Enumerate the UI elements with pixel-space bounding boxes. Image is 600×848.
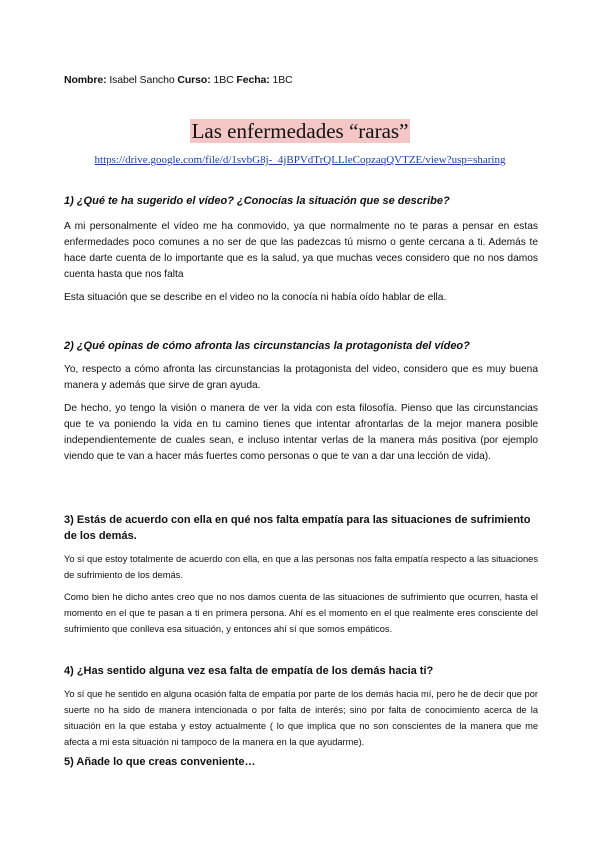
- nombre-label: Nombre:: [64, 74, 107, 86]
- question-1: 1) ¿Qué te ha sugerido el vídeo? ¿Conocías la situación que se describe?: [64, 195, 450, 207]
- answer-1-paragraph-2: Esta situación que se describe en el video no la conocía ni había oído hablar de ella.: [64, 292, 447, 303]
- document-title: Las enfermedades “raras”: [191, 119, 409, 143]
- answer-2-paragraph-1: Yo, respecto a cómo afronta las circunstancias la protagonista del video, considero que es muy buena manera y además que sirve de gran ayuda.: [64, 364, 538, 391]
- answer-1-paragraph-1: A mi personalmente el vídeo me ha conmovido, ya que normalmente no te paras a pensar en estas enfermedades poco comunes a no ser de que las padezcas tú mismo o gente cercana a ti. Además te hace darte cuenta de lo importante que es la salud, ya que muchas veces considero que no nos damos cuenta hasta que nos falta: [64, 221, 538, 280]
- nombre-value: Isabel Sancho: [109, 74, 175, 86]
- question-5: 5) Añade lo que creas conveniente…: [64, 756, 256, 768]
- video-link[interactable]: https://drive.google.com/file/d/1svbG8j-_4jBPVdTrQLLleCopzaqQVTZE/view?usp=sharing: [94, 154, 506, 166]
- curso-value: 1BC: [213, 74, 234, 86]
- question-3: 3) Estás de acuerdo con ella en qué nos falta empatía para las situaciones de sufrimiento de los demás.: [64, 514, 531, 542]
- student-info-line: [64, 74, 293, 86]
- fecha-value: 1BC: [272, 74, 293, 86]
- question-4: 4) ¿Has sentido alguna vez esa falta de empatía de los demás hacia ti?: [64, 665, 434, 677]
- answer-2-paragraph-2: De hecho, yo tengo la visión o manera de ver la vida con esta filosofía. Pienso que las circunstancias que te va poniendo la vida en tu camino tienes que intentar afrontarlas de la mejor manera posible independientemente de cuales sean, e incluso intentar verlas de la manera más positiva (por ejemplo viendo que te van a hacer más fuertes como personas o que te van a dar una lección de vida).: [64, 403, 538, 462]
- answer-3-paragraph-1: Yo sí que estoy totalmente de acuerdo con ella, en que a las personas nos falta empatía respecto a las situaciones de sufrimiento de los demás.: [64, 554, 538, 580]
- answer-4-paragraph-1: Yo sí que he sentido en alguna ocasión falta de empatía por parte de los demás hacia mí, pero he de decir que por suerte no ha sido de manera intencionada o por falta de interés; sino por falta de conocimiento acerca de la situación en la que estaba y estoy actualmente ( lo que implica que no son conscientes de la manera que me afecta a mi esta situación ni tampoco de la manera en la que ayudarme).: [64, 689, 538, 747]
- curso-label: Curso:: [177, 74, 211, 86]
- fecha-label: Fecha:: [236, 74, 270, 86]
- answer-3-paragraph-2: Como bien he dicho antes creo que no nos damos cuenta de las situaciones de sufrimiento que ocurren, hasta el momento en el que te pasan a ti en primera persona. Ahí es el momento en el que realmente eres consciente del sufrimiento que conlleva esa situación, y entonces ahí sí que somos empáticos.: [64, 592, 538, 634]
- question-2: 2) ¿Qué opinas de cómo afronta las circunstancias la protagonista del vídeo?: [64, 340, 470, 352]
